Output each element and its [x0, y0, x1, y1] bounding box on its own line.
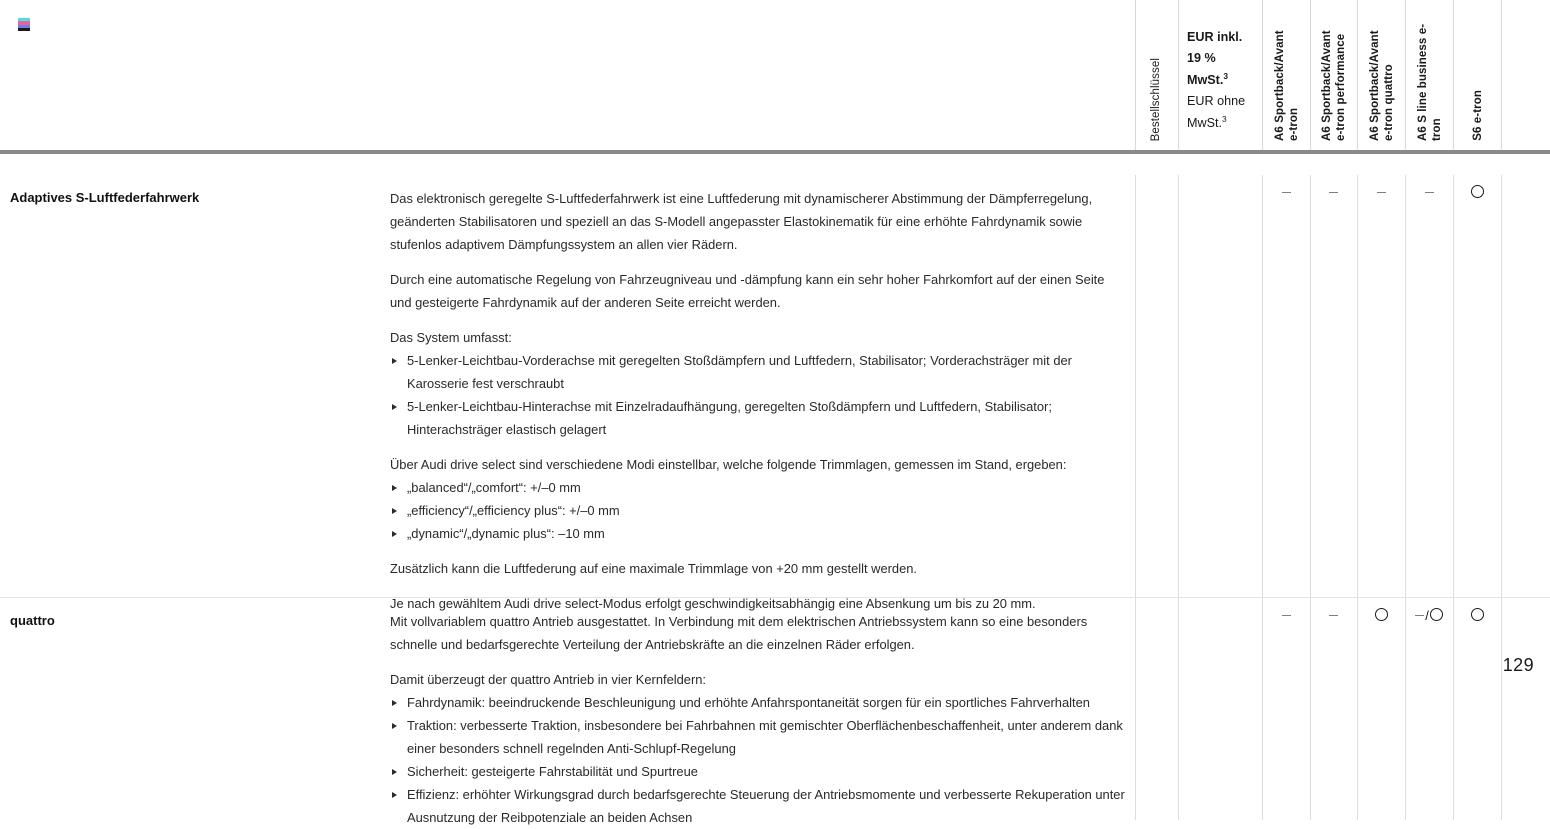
desc-paragraph: Das elektronisch geregelte S-Luftfederfahrwerk ist eine Luftfederung mit dynamischerer Abstimmung der Dämpferregelung, geänderten Stabilisatoren und speziell an das S-Modell angepasster Elastokinematik für eine erhöhte Fahrdynamik sowie stufenlos adaptivem Dämpfungssystem an allen vier Rädern. [390, 191, 1093, 252]
column-divider [1453, 175, 1454, 597]
header-label-bestellschluessel: Bestellschlüssel [1150, 57, 1162, 141]
availability-marker [1262, 185, 1310, 201]
header-col-price [1178, 0, 1262, 150]
desc-list [390, 691, 1125, 829]
header-col-a6-sportback-avant-etron-quattro [1357, 0, 1405, 150]
header-label-a6-sportback-avant-etron: A6 Sportback/Avant e-tron [1273, 30, 1300, 141]
column-divider [1501, 598, 1502, 820]
list-item: Sicherheit: gesteigerte Fahrstabilität und Spurtreue [390, 760, 1125, 783]
list-item: Fahrdynamik: beeindruckende Beschleunigung und erhöhte Anfahrspontaneität sorgen für ein sportliches Fahrverhalten [390, 691, 1125, 714]
header-label-price [1187, 27, 1256, 135]
header-label-a6-s-line-business-etron: A6 S line business e-tron [1416, 23, 1443, 141]
availability-marker [1310, 185, 1357, 201]
desc-paragraph: Damit überzeugt der quattro Antrieb in vier Kernfeldern: [390, 672, 706, 687]
row-feature-title: Adaptives S-Luftfederfahrwerk [10, 190, 200, 205]
footnote-marker: 3 [1221, 113, 1227, 124]
column-divider [1178, 598, 1179, 820]
price-line-3: EUR ohne [1187, 94, 1246, 108]
desc-list [390, 349, 1125, 441]
column-divider [1310, 598, 1311, 820]
column-divider [1453, 598, 1454, 820]
column-divider [1262, 175, 1263, 597]
column-divider [1501, 175, 1502, 597]
column-divider [1178, 175, 1179, 597]
row-description [390, 187, 1125, 615]
availability-marker: / [1405, 608, 1453, 624]
header-label-s6-etron: S6 e-tron [1471, 90, 1484, 141]
page-number: 129 [1502, 655, 1534, 675]
price-line-4: MwSt.$^3$ [1187, 113, 1227, 130]
column-divider [1262, 598, 1263, 820]
table-row [0, 597, 1550, 825]
availability-marker [1357, 608, 1405, 624]
availability-marker [1310, 608, 1357, 624]
column-divider [1310, 175, 1311, 597]
table-header [0, 0, 1550, 152]
availability-marker [1262, 608, 1310, 624]
header-col-a6-sportback-avant-etron [1262, 0, 1310, 150]
list-item: 5-Lenker-Leichtbau-Vorderachse mit geregelten Stoßdämpfern und Luftfedern, Stabilisator; Vorderachsträger mit der Karosserie fest verschraubt [390, 349, 1125, 395]
footnote-marker: 3 [1223, 70, 1229, 81]
header-col-bestellschluessel [1135, 0, 1178, 150]
availability-marker [1453, 185, 1501, 201]
desc-paragraph: Je nach gewähltem Audi drive select-Modus erfolgt geschwindigkeitsabhängig eine Absenkung um bis zu 20 mm. [390, 596, 1036, 611]
column-divider [1405, 598, 1406, 820]
desc-list [390, 476, 1125, 545]
list-item: „balanced“/„comfort“: +/–0 mm [390, 476, 1125, 499]
list-item: 5-Lenker-Leichtbau-Hinterachse mit Einzelradaufhängung, geregelten Stoßdämpfern und Luftfedern, Stabilisator; Hinterachsträger elastisch gelagert [390, 395, 1125, 441]
header-label-a6-sportback-avant-etron-performance: A6 Sportback/Avant e-tron performance [1321, 30, 1347, 141]
price-line-2: 19 % MwSt.$^3$ [1187, 51, 1229, 87]
header-col-s6-etron [1453, 0, 1501, 150]
desc-paragraph: Zusätzlich kann die Luftfederung auf eine maximale Trimmlage von +20 mm gestellt werden. [390, 561, 917, 576]
row-feature-title: quattro [10, 613, 55, 628]
desc-paragraph: Durch eine automatische Regelung von Fahrzeugniveau und -dämpfung kann ein sehr hoher Fahrkomfort auf der einen Seite und gesteigerte Fahrdynamik auf der anderen Seite erreicht werden. [390, 272, 1105, 310]
list-item: „dynamic“/„dynamic plus“: –10 mm [390, 522, 1125, 545]
column-divider [1357, 598, 1358, 820]
availability-marker [1405, 185, 1453, 201]
header-col-a6-s-line-business-etron [1405, 0, 1453, 150]
header-divider-rule [0, 150, 1550, 154]
desc-paragraph: Das System umfasst: [390, 330, 512, 345]
price-line-1: EUR inkl. [1187, 29, 1243, 44]
column-divider [1135, 175, 1136, 597]
list-item: Effizienz: erhöhter Wirkungsgrad durch bedarfsgerechte Steuerung der Antriebsmomente und verbesserte Rekuperation unter Ausnutzung der Reibpotenziale an beiden Achsen [390, 783, 1125, 829]
row-description [390, 610, 1125, 829]
desc-paragraph: Mit vollvariablem quattro Antrieb ausgestattet. In Verbindung mit dem elektrischen Antriebssystem kann so eine besonders schnelle und bedarfsgerechte Verteilung der Antriebskräfte an die einzelnen Räder erfolgen. [390, 614, 1088, 652]
header-col-a6-sportback-avant-etron-performance [1310, 0, 1357, 150]
availability-marker [1357, 185, 1405, 201]
list-item: Traktion: verbesserte Traktion, insbesondere bei Fahrbahnen mit gemischter Oberflächenbeschaffenheit, unter anderem dank einer besonders schnell regelnden Anti-Schlupf-Regelung [390, 714, 1125, 760]
availability-marker [1453, 608, 1501, 624]
table-row [0, 175, 1550, 611]
desc-paragraph: Über Audi drive select sind verschiedene Modi einstellbar, welche folgende Trimmlagen, gemessen im Stand, ergeben: [390, 457, 1067, 472]
column-divider [1405, 175, 1406, 597]
header-col-right-edge [1501, 0, 1502, 150]
column-divider [1357, 175, 1358, 597]
list-item: „efficiency“/„efficiency plus“: +/–0 mm [390, 499, 1125, 522]
column-divider [1135, 598, 1136, 820]
header-label-a6-sportback-avant-etron-quattro: A6 Sportback/Avant e-tron quattro [1368, 30, 1395, 141]
